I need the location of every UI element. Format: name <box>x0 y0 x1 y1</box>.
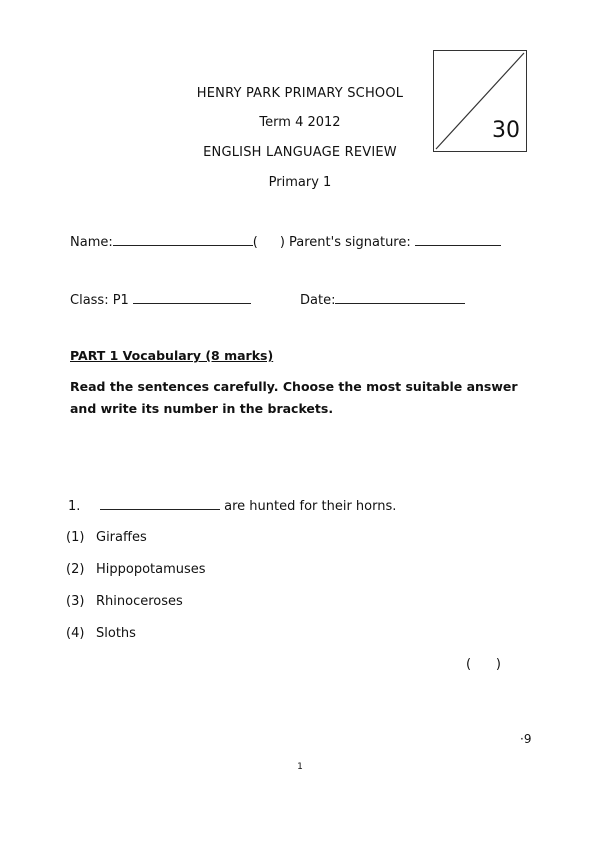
page-number: 1 <box>297 762 303 772</box>
date-blank[interactable] <box>335 291 465 304</box>
question-number: 1. <box>68 499 81 514</box>
class-blank[interactable] <box>133 291 251 304</box>
question-1 <box>68 497 396 514</box>
option-2[interactable] <box>66 562 206 577</box>
option-1[interactable] <box>66 530 147 545</box>
option-label: Giraffes <box>96 530 147 545</box>
date-row <box>300 291 465 308</box>
class-label: Class: P1 <box>70 293 129 308</box>
index-paren-open: ( <box>252 235 258 250</box>
option-label: Sloths <box>96 626 136 641</box>
option-number: (3) <box>66 594 85 609</box>
class-row <box>70 291 251 308</box>
question-blank[interactable] <box>100 497 220 510</box>
school-name: HENRY PARK PRIMARY SCHOOL <box>196 86 404 101</box>
option-number: (1) <box>66 530 85 545</box>
paper-level: Primary 1 <box>268 175 332 190</box>
date-label: Date: <box>300 293 336 308</box>
score-total: 30 <box>492 118 520 143</box>
name-row <box>70 233 501 250</box>
option-number: (4) <box>66 626 85 641</box>
name-label: Name: <box>70 235 113 250</box>
part1-instructions <box>70 376 540 420</box>
term-year: Term 4 2012 <box>259 115 341 130</box>
option-label: Rhinoceroses <box>96 594 183 609</box>
name-blank[interactable] <box>113 233 253 246</box>
option-number: (2) <box>66 562 85 577</box>
part1-title: PART 1 Vocabulary (8 marks) <box>70 348 274 363</box>
instruction-line-1: Read the sentences carefully. Choose the most suitable answer <box>70 379 518 394</box>
parent-signature-blank[interactable] <box>415 233 501 246</box>
score-box <box>433 50 527 152</box>
parent-signature-label: Parent's signature: <box>289 235 411 250</box>
paper-subject: ENGLISH LANGUAGE REVIEW <box>203 145 397 160</box>
option-3[interactable] <box>66 594 183 609</box>
answer-bracket[interactable]: ( ) <box>466 657 501 672</box>
question-text: are hunted for their horns. <box>224 499 397 514</box>
margin-mark: ·9 <box>520 732 532 746</box>
index-paren-close: ) <box>279 235 285 250</box>
instruction-line-2: and write its number in the brackets. <box>70 401 334 416</box>
option-4[interactable] <box>66 626 136 641</box>
option-label: Hippopotamuses <box>96 562 206 577</box>
